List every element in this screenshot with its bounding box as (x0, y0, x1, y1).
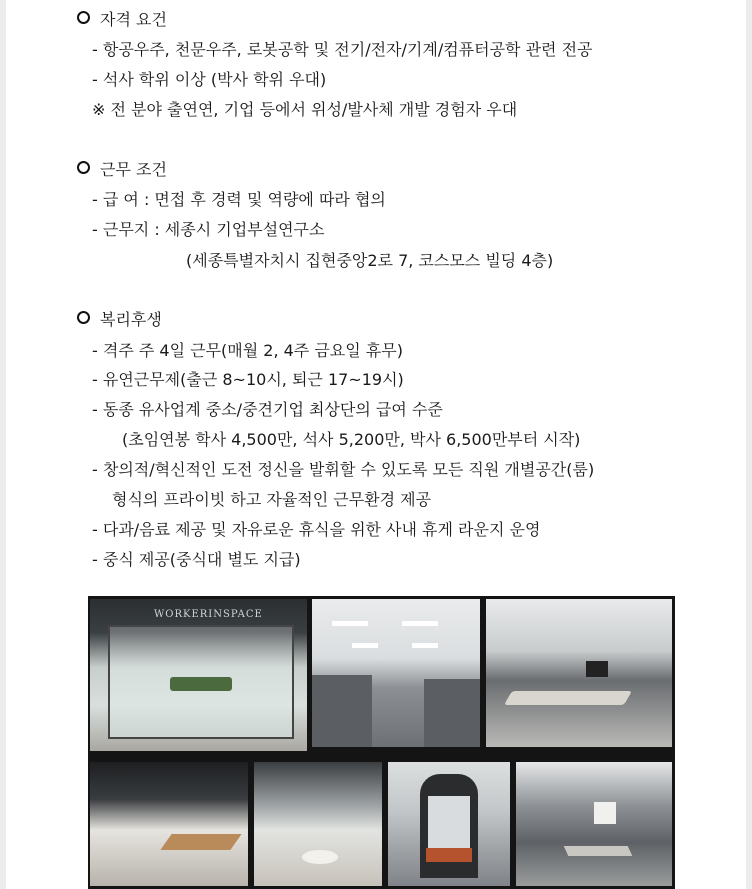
conference-table (504, 691, 632, 705)
benefit-subline: 형식의 프라이빗 하고 자율적인 근무환경 제공 (112, 490, 432, 509)
conditions-heading-text: 근무 조건 (100, 160, 167, 179)
private-booth (420, 774, 478, 878)
benefit-item: - 동종 유사업계 중소/중견기업 최상단의 급여 수준 (92, 400, 443, 419)
benefit-item: - 다과/음료 제공 및 자유로운 휴식을 위한 사내 휴게 라운지 운영 (92, 520, 541, 539)
conference-room-photo (486, 599, 672, 747)
qualification-note: ※ 전 분야 출연연, 기업 등에서 위성/발사체 개발 경험자 우대 (92, 100, 518, 119)
conditions-heading (77, 159, 167, 181)
ceiling-light (402, 621, 438, 626)
address-line: (세종특별자치시 집현중앙2로 7, 코스모스 빌딩 4층) (186, 251, 554, 270)
qualification-item: - 석사 학위 이상 (박사 학위 우대) (92, 70, 327, 89)
page-edge-right (746, 0, 752, 889)
page-edge-left (0, 0, 6, 889)
qualification-item: - 항공우주, 천문우주, 로봇공학 및 전기/전자/기계/컴퓨터공학 관련 전공 (92, 40, 593, 59)
location-line: - 근무지 : 세종시 기업부설연구소 (92, 220, 325, 239)
benefit-item: - 격주 주 4일 근무(매월 2, 4주 금요일 휴무) (92, 341, 403, 360)
ceiling-light (332, 621, 368, 626)
partition-wall (424, 679, 480, 747)
benefits-heading (77, 309, 162, 331)
round-table (302, 850, 338, 864)
partition-wall (312, 675, 372, 747)
office-hallway-photo (312, 599, 480, 747)
planter (170, 677, 232, 691)
circle-bullet-icon (77, 161, 90, 174)
qualifications-heading-text: 자격 요건 (100, 10, 167, 29)
booth-sofa (426, 848, 472, 862)
phone-booth-photo (388, 762, 510, 886)
office-sign-text: WORKERINSPACE (154, 609, 263, 620)
meeting-room-photo (516, 762, 672, 886)
circle-bullet-icon (77, 11, 90, 24)
benefits-heading-text: 복리후생 (100, 310, 162, 329)
meeting-table (564, 846, 633, 856)
ceiling-light (352, 643, 378, 648)
qualifications-heading (77, 9, 167, 31)
booth-window (428, 796, 470, 856)
benefit-item: - 창의적/혁신적인 도전 정신을 발휘할 수 있도록 모든 직원 개별공간(룸) (92, 460, 595, 479)
office-entrance-photo (90, 599, 307, 751)
salary-line: - 급 여 : 면접 후 경력 및 역량에 따라 협의 (92, 190, 386, 209)
circle-bullet-icon (77, 311, 90, 324)
whiteboard (594, 802, 616, 824)
office-photo-collage (88, 596, 675, 889)
wall-monitor (586, 661, 608, 677)
benefit-item: - 유연근무제(출근 8~10시, 퇴근 17~19시) (92, 370, 404, 389)
wood-counter (160, 834, 241, 850)
ceiling-light (412, 643, 438, 648)
cafe-area-photo (254, 762, 382, 886)
benefit-item: - 중식 제공(중식대 별도 지급) (92, 550, 301, 569)
lounge-photo (90, 762, 248, 886)
benefit-subline: (초임연봉 학사 4,500만, 석사 5,200만, 박사 6,500만부터 시작) (122, 430, 581, 449)
